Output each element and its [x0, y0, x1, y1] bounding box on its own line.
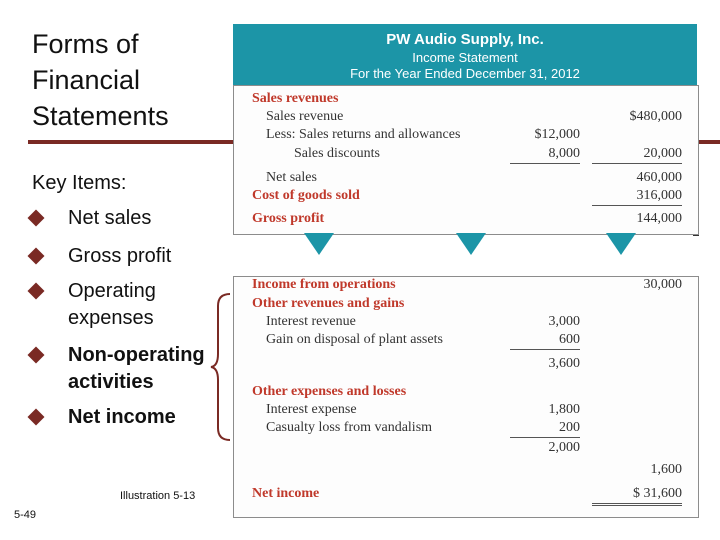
- statement-row-label: Less: Sales returns and allowances: [266, 127, 461, 142]
- statement-row-label: Sales revenues: [252, 91, 339, 106]
- page-number: 5-49: [14, 509, 37, 521]
- key-item-line: Non-operating: [68, 344, 205, 366]
- statement-amount: $480,000: [629, 109, 682, 124]
- key-item-line: expenses: [68, 307, 154, 329]
- statement-row-label: Sales revenue: [266, 109, 344, 124]
- statement-amount: 144,000: [636, 211, 682, 226]
- statement-amount: 3,600: [548, 356, 580, 371]
- statement-row-label: Income from operations: [252, 277, 396, 292]
- key-item-label: Net income: [68, 406, 176, 428]
- statement-name: Income Statement: [412, 50, 518, 65]
- statement-amount: 3,000: [548, 314, 580, 329]
- statement-amount: 1,600: [650, 462, 682, 477]
- title-divider: [28, 140, 234, 144]
- statement-header: [233, 24, 697, 86]
- key-items-heading: Key Items:: [32, 172, 127, 194]
- key-item-line: activities: [68, 371, 154, 393]
- statement-amount: $ 31,600: [592, 485, 682, 506]
- statement-row-label: Other expenses and losses: [252, 384, 407, 399]
- diamond-bullet-icon: [28, 283, 45, 300]
- company-name: PW Audio Supply, Inc.: [386, 31, 544, 48]
- statement-row-label: Interest revenue: [266, 314, 356, 329]
- statement-amount: $12,000: [534, 127, 580, 142]
- statement-row-label: Cost of goods sold: [252, 188, 360, 203]
- diamond-bullet-icon: [28, 409, 45, 426]
- illustration-caption: Illustration 5-13: [120, 490, 196, 502]
- key-item-label: Gross profit: [68, 245, 172, 267]
- slide-title-line: Statements: [32, 101, 169, 131]
- key-item-label: Net sales: [68, 207, 152, 229]
- statement-bottom-panel: [233, 276, 699, 518]
- statement-amount: 20,000: [592, 145, 682, 164]
- key-item-label: [68, 278, 156, 332]
- pointer-triangle-icon: [456, 233, 486, 255]
- statement-amount: 200: [510, 419, 580, 438]
- statement-row-label: Other revenues and gains: [252, 296, 405, 311]
- statement-amount: 30,000: [643, 277, 682, 292]
- statement-period: For the Year Ended December 31, 2012: [350, 66, 580, 81]
- statement-row-label: Gross profit: [252, 211, 325, 226]
- statement-row-label: Casualty loss from vandalism: [266, 420, 433, 435]
- diamond-bullet-icon: [28, 210, 45, 227]
- slide-title: [32, 26, 232, 134]
- statement-row-label: Interest expense: [266, 402, 357, 417]
- statement-amount: 600: [510, 331, 580, 350]
- slide-title-line: Forms of: [32, 29, 139, 59]
- statement-top-panel: [233, 85, 699, 235]
- diamond-bullet-icon: [28, 347, 45, 364]
- statement-amount: 8,000: [510, 145, 580, 164]
- statement-row-label: Gain on disposal of plant assets: [266, 332, 443, 347]
- statement-amount: 2,000: [548, 440, 580, 455]
- statement-amount: 1,800: [548, 402, 580, 417]
- key-item-label: [68, 342, 205, 396]
- pointer-triangle-icon: [606, 233, 636, 255]
- statement-amount: 316,000: [592, 187, 682, 206]
- statement-amount: 460,000: [636, 170, 682, 185]
- diamond-bullet-icon: [28, 248, 45, 265]
- statement-row-label: Net income: [252, 486, 320, 501]
- statement-row-label: Sales discounts: [294, 146, 380, 161]
- pointer-triangle-icon: [304, 233, 334, 255]
- key-item-line: Operating: [68, 280, 156, 302]
- slide-title-line: Financial: [32, 65, 141, 95]
- curly-brace-icon: [210, 292, 232, 442]
- statement-row-label: Net sales: [266, 170, 317, 185]
